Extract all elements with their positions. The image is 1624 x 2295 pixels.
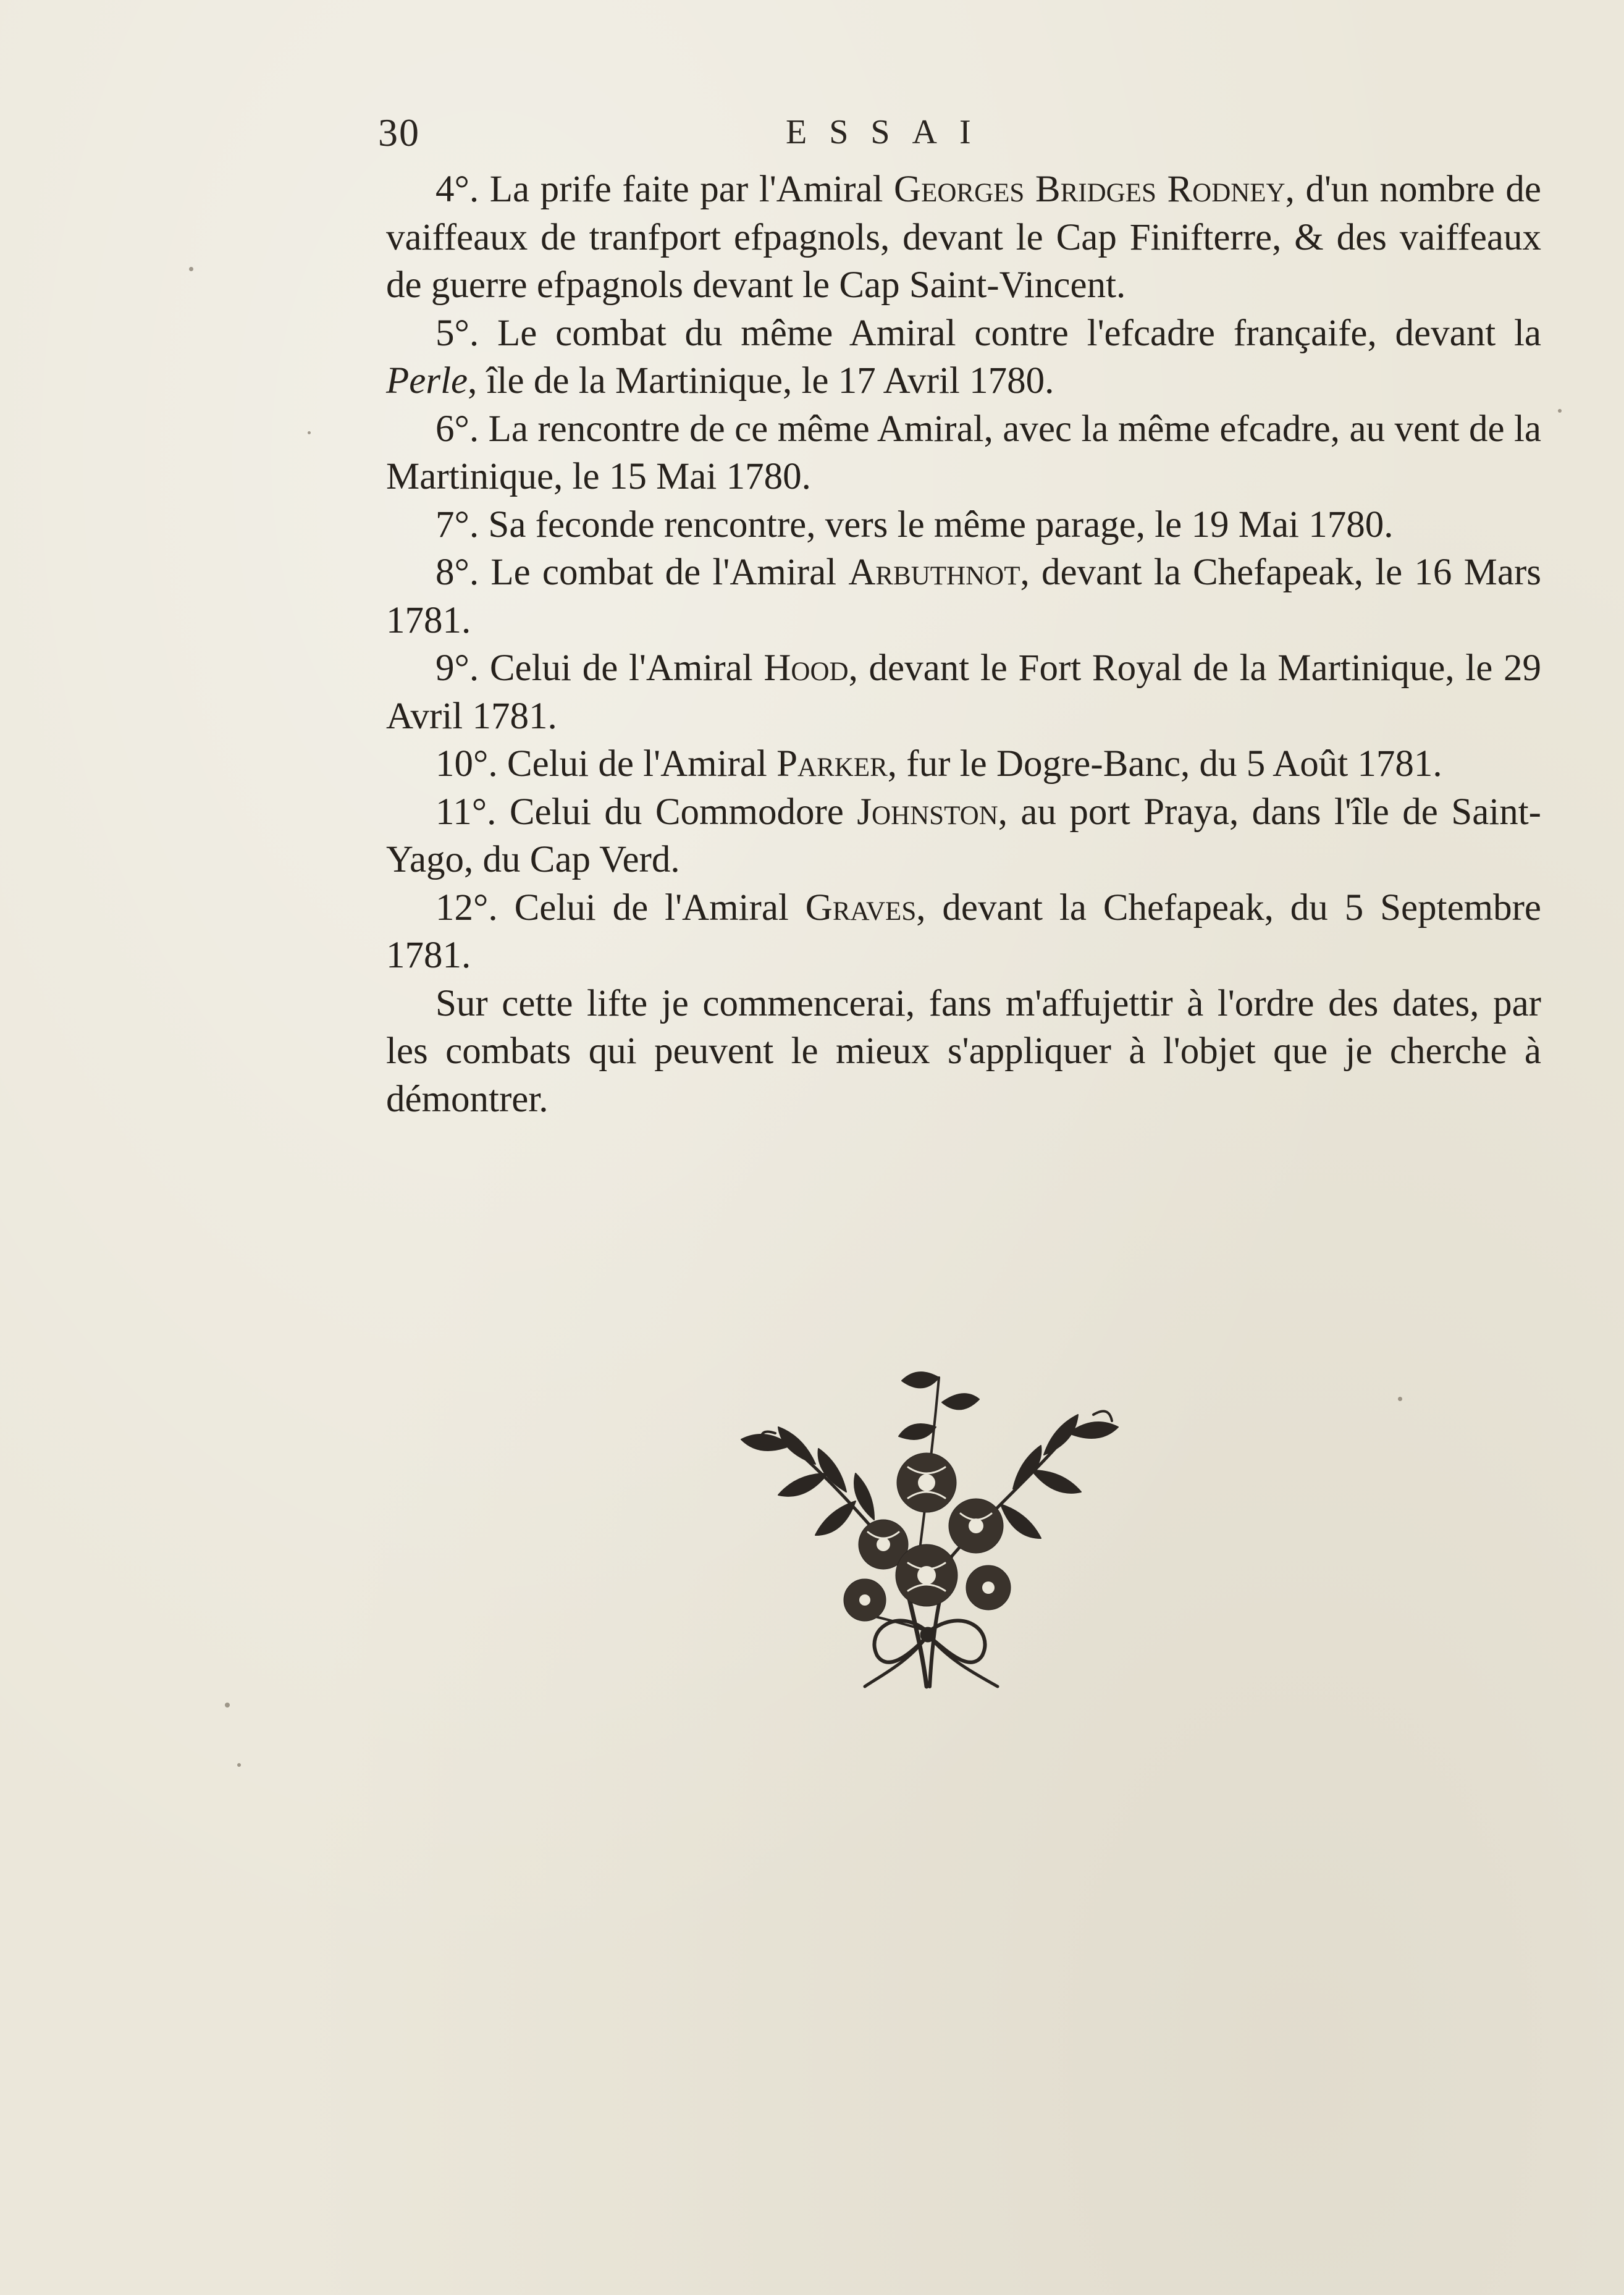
item-text: Le combat du même Amiral contre l'efcadre françaife, devant la (479, 312, 1541, 354)
place-name: Perle (386, 360, 468, 402)
item-number: 10°. (435, 743, 498, 785)
paper-speck (1558, 409, 1562, 413)
item-number: 8°. (435, 552, 479, 593)
item-text: , d'un nombre de vaiffeaux de tranfport efpagnols, devant le Cap Finifterre, & des vaiffeaux de guerre efpagnols devant le Cap Saint-Vincent. (386, 169, 1541, 306)
item-text: , devant la Chefapeak, le 16 Mars 1781. (386, 552, 1541, 641)
list-item-6 (386, 405, 1541, 501)
item-text: La prife faite par l'Amiral (479, 169, 894, 210)
body-text (386, 166, 1541, 1123)
admiral-name: Hood (764, 647, 849, 689)
paper-speck (189, 267, 193, 271)
list-item-11 (386, 788, 1541, 884)
list-item-7 (386, 501, 1541, 549)
page-number: 30 (378, 111, 420, 154)
admiral-name: Georges Bridges Rodney (894, 169, 1285, 210)
item-text: , fur le Dogre-Banc, du 5 Août 1781. (887, 743, 1442, 785)
list-item-9 (386, 644, 1541, 740)
item-number: 12°. (435, 886, 498, 929)
item-number: 4°. (435, 169, 479, 210)
item-text: , devant le Fort Royal de la Martinique, le 29 Avril 1781. (386, 647, 1541, 737)
list-item-10 (386, 740, 1541, 788)
item-text: Celui de l'Amiral (479, 647, 764, 689)
item-text: , île de la Martinique, le 17 Avril 1780. (468, 360, 1054, 402)
floral-bouquet-ornament-icon (723, 1341, 1130, 1699)
item-text: Le combat de l'Amiral (479, 552, 849, 593)
item-number: 11°. (435, 791, 497, 833)
list-item-4 (386, 166, 1541, 310)
item-text: La rencontre de ce même Amiral, avec la même efcadre, au vent de la Martinique, le 15 Mai 1780. (386, 408, 1541, 497)
paper-speck (225, 1703, 230, 1708)
list-item-12 (386, 884, 1541, 980)
paper-speck (1398, 1397, 1402, 1401)
commodore-name: Johnston (857, 791, 998, 833)
item-number: 5°. (435, 312, 479, 354)
item-text: Sa feconde rencontre, vers le même parage, le 19 Mai 1780. (479, 503, 1394, 545)
item-number: 9°. (435, 647, 479, 689)
running-title: ESSAI (786, 113, 993, 151)
item-number: 6°. (435, 408, 479, 450)
list-item-5 (386, 310, 1541, 405)
admiral-name: Arbuthnot (848, 552, 1020, 593)
item-number: 7°. (435, 503, 479, 545)
item-text: Celui de l'Amiral (497, 743, 777, 785)
item-text: Celui de l'Amiral (497, 886, 806, 929)
admiral-name: Graves (805, 886, 917, 929)
running-head (378, 110, 1539, 159)
list-item-8 (386, 549, 1541, 644)
item-text: Celui du Commodore (496, 791, 857, 833)
item-text: , au port Praya, dans l'île de Saint-Yago, du Cap Verd. (386, 791, 1541, 880)
paper-speck (308, 431, 311, 434)
item-text: , devant la Chefapeak, du 5 Septembre 1781. (386, 886, 1541, 976)
admiral-name: Parker (776, 743, 888, 785)
paper-speck (237, 1763, 241, 1767)
closing-paragraph: Sur cette lifte je commencerai, fans m'affujettir à l'ordre des dates, par les combats qui peuvent le mieux s'appliquer à l'objet que je cherche à démontrer. (386, 982, 1541, 1120)
